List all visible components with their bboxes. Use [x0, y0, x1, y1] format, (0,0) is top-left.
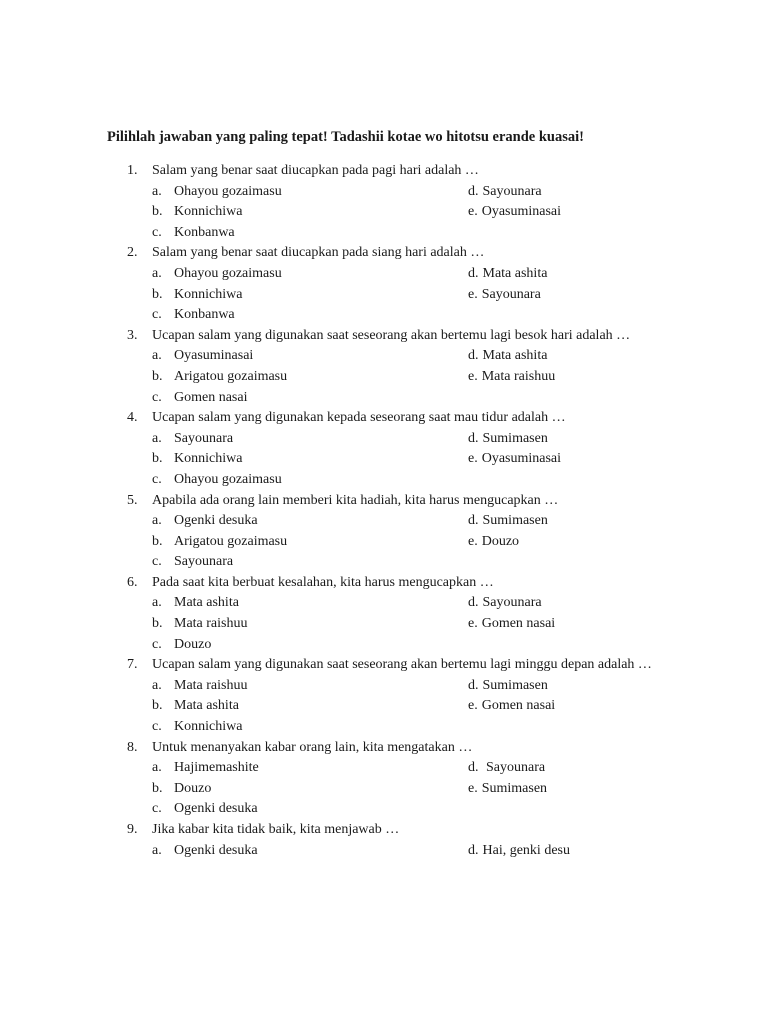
option-b: b. Mata ashita: [152, 698, 239, 714]
option-e: e. Oyasuminasai: [468, 451, 562, 467]
option-e: e. Sayounara: [468, 286, 541, 302]
option-a: a. Hajimemashite: [152, 760, 259, 776]
option-d: d. Sayounara: [468, 760, 546, 776]
instruction-heading: Pilihlah jawaban yang paling tepat! Tadashii kotae wo hitotsu erande kuasai!: [107, 129, 584, 145]
question-number: 6.: [127, 574, 138, 590]
option-a: a. Ogenki desuka: [152, 513, 258, 529]
question-text: Salam yang benar saat diucapkan pada siang hari adalah …: [152, 245, 485, 261]
option-a: a. Sayounara: [152, 430, 234, 446]
question-text: Pada saat kita berbuat kesalahan, kita harus mengucapkan …: [152, 574, 494, 590]
question-text: Jika kabar kita tidak baik, kita menjawab …: [152, 822, 400, 837]
question-number: 8.: [127, 739, 138, 755]
question-text: Apabila ada orang lain memberi kita hadiah, kita harus mengucapkan …: [152, 492, 559, 508]
option-c: c. Douzo: [152, 636, 212, 652]
question-text: Ucapan salam yang digunakan saat seseorang akan bertemu lagi minggu depan adalah …: [152, 657, 652, 673]
option-b: b. Douzo: [152, 780, 212, 796]
question-1: [120, 161, 664, 243]
question-9: [120, 820, 664, 861]
option-b: b. Konnichiwa: [152, 204, 243, 220]
option-a: a. Ogenki desuka: [152, 842, 258, 858]
question-number: 1.: [127, 163, 138, 178]
option-e: e. Sumimasen: [468, 780, 548, 796]
question-number: 7.: [127, 657, 138, 673]
question-number: 2.: [127, 245, 138, 261]
option-a: a. Mata ashita: [152, 595, 239, 611]
question-6: [120, 573, 664, 655]
option-b: b. Konnichiwa: [152, 451, 243, 467]
question-2: [120, 243, 664, 325]
option-d: d. Sumimasen: [468, 677, 548, 693]
option-a: a. Ohayou gozaimasu: [152, 265, 282, 281]
option-e: e. Douzo: [468, 533, 520, 549]
option-b: b. Mata raishuu: [152, 616, 248, 632]
question-5: [120, 491, 664, 573]
question-number: 3.: [127, 327, 138, 343]
option-d: d. Sayounara: [468, 183, 542, 199]
question-8: [120, 738, 664, 820]
option-b: b. Arigatou gozaimasu: [152, 368, 288, 384]
option-c: c. Gomen nasai: [152, 389, 248, 405]
option-d: d. Mata ashita: [468, 265, 548, 281]
question-text: Ucapan salam yang digunakan kepada seseorang saat mau tidur adalah …: [152, 410, 566, 426]
option-d: d. Mata ashita: [468, 348, 548, 364]
option-d: d. Hai, genki desu: [468, 842, 570, 858]
option-c: c. Konnichiwa: [152, 719, 243, 735]
question-number: 9.: [127, 822, 138, 837]
option-e: e. Gomen nasai: [468, 616, 556, 632]
question-text: Ucapan salam yang digunakan saat seseorang akan bertemu lagi besok hari adalah …: [152, 327, 631, 343]
option-c: c. Sayounara: [152, 554, 234, 570]
option-d: d. Sumimasen: [468, 513, 548, 529]
question-list: [120, 161, 664, 861]
option-c: c. Ohayou gozaimasu: [152, 471, 282, 487]
option-b: b. Konnichiwa: [152, 286, 243, 302]
question-number: 4.: [127, 410, 138, 426]
option-e: e. Gomen nasai: [468, 698, 556, 714]
question-number: 5.: [127, 492, 138, 508]
option-c: c. Konbanwa: [152, 224, 235, 240]
option-e: e. Mata raishuu: [468, 368, 556, 384]
option-d: d. Sayounara: [468, 595, 542, 611]
option-e: e. Oyasuminasai: [468, 204, 562, 220]
option-a: a. Oyasuminasai: [152, 348, 254, 364]
question-4: [120, 408, 664, 490]
question-text: Salam yang benar saat diucapkan pada pagi hari adalah …: [152, 163, 479, 178]
question-3: [120, 326, 664, 408]
question-text: Untuk menanyakan kabar orang lain, kita mengatakan …: [152, 739, 473, 755]
option-c: c. Ogenki desuka: [152, 801, 258, 817]
option-d: d. Sumimasen: [468, 430, 548, 446]
option-b: b. Arigatou gozaimasu: [152, 533, 288, 549]
question-7: [120, 655, 664, 737]
option-a: a. Ohayou gozaimasu: [152, 183, 282, 199]
option-a: a. Mata raishuu: [152, 677, 248, 693]
option-c: c. Konbanwa: [152, 307, 235, 323]
